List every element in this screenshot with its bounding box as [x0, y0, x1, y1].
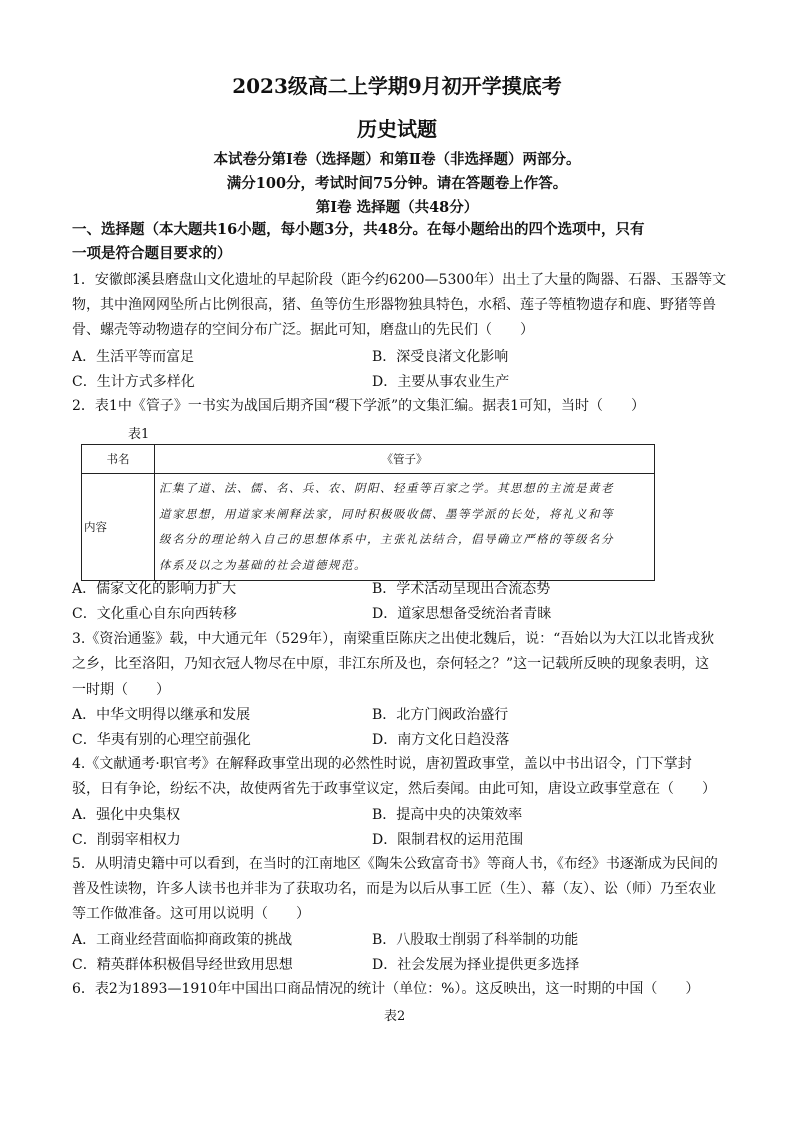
- part-heading-line-1: 一、选择题（本大题共16小题，每小题3分，共48分。在每小题给出的四个选项中，只有: [72, 221, 645, 238]
- subject-title: 历史试题: [357, 117, 437, 141]
- q4-option-d: D．限制君权的运用范围: [372, 832, 524, 848]
- table-cell-content: [155, 474, 655, 581]
- q1-option-b: B．深受良渚文化影响: [372, 349, 509, 365]
- q5-option-c: C．精英群体积极倡导经世致用思想: [72, 957, 293, 973]
- q4-stem-line-1: 4.《文献通考·职官考》在解释政事堂出现的必然性时说，唐初置政事堂，盖以中书出诏令，门下掌封: [72, 756, 692, 772]
- instruction-line-2: 满分100分，考试时间75分钟。请在答题卷上作答。: [226, 175, 568, 192]
- q4-option-b: B．提高中央的决策效率: [372, 807, 523, 823]
- q2-option-d: D．道家思想备受统治者青睐: [372, 606, 552, 622]
- q2-option-c: C．文化重心自东向西转移: [72, 606, 237, 622]
- q6-stem-line-1: 6．表2为1893—1910年中国出口商品情况的统计（单位：%）。这反映出，这一时期的中国（ ）: [72, 981, 700, 997]
- q5-option-b: B．八股取士削弱了科举制的功能: [372, 932, 579, 948]
- table-2-label: 表2: [384, 1009, 406, 1024]
- q2-option-a: A．儒家文化的影响力扩大: [72, 581, 237, 597]
- q3-option-c: C．华夷有别的心理空前强化: [72, 732, 251, 748]
- q3-stem-line-1: 3.《资治通鉴》载，中大通元年（529年），南梁重臣陈庆之出使北魏后，说：“吾始以为大江以北皆戎狄: [72, 631, 715, 647]
- q3-stem-line-2: 之乡，比至洛阳，乃知衣冠人物尽在中原，非江东所及也，奈何轻之？”这一记载所反映的现象表明，这: [72, 656, 710, 672]
- q4-stem-line-2: 驳，日有争论，纷纭不决，故使两省先于政事堂议定，然后奏闻。由此可知，唐设立政事堂意在（ ）: [72, 781, 716, 797]
- q5-option-d: D．社会发展为择业提供更多选择: [372, 957, 580, 973]
- table-1: [81, 444, 655, 581]
- q1-option-d: D．主要从事农业生产: [372, 374, 510, 390]
- q3-option-b: B．北方门阀政治盛行: [372, 707, 509, 723]
- q1-stem-line-2: 物，其中渔网网坠所占比例很高，猪、鱼等仿生形器物独具特色，水稻、莲子等植物遗存和鹿、野猪等兽: [72, 297, 716, 313]
- instruction-line-1: 本试卷分第Ⅰ卷（选择题）和第Ⅱ卷（非选择题）两部分。: [213, 151, 581, 168]
- table-1-label: 表1: [128, 427, 150, 442]
- q3-stem-line-3: 一时期（ ）: [72, 682, 170, 698]
- table-header-name: 书名: [82, 445, 155, 474]
- q5-stem-line-3: 等工作做准备。这可用以说明（ ）: [72, 906, 310, 922]
- exam-title: 2023级高二上学期9月初开学摸底考: [232, 74, 562, 98]
- q3-option-a: A．中华文明得以继承和发展: [72, 707, 251, 723]
- q3-option-d: D．南方文化日趋没落: [372, 732, 510, 748]
- q1-option-a: A．生活平等而富足: [72, 349, 195, 365]
- q1-option-c: C．生计方式多样化: [72, 374, 195, 390]
- q4-option-a: A．强化中央集权: [72, 807, 181, 823]
- table-content-line-2: 道家思想，用道家来阐释法家，同时积极吸收儒、墨等学派的长处，将礼义和等: [159, 506, 614, 521]
- table-row: [82, 445, 655, 474]
- table-content-line-4: 体系及以之为基础的社会道德规范。: [159, 557, 367, 572]
- q5-stem-line-2: 普及性读物，许多人读书也并非为了获取功名，而是为以后从事工匠（生）、幕（友）、讼（师）乃至农业: [72, 881, 716, 897]
- q5-option-a: A．工商业经营面临抑商政策的挑战: [72, 932, 293, 948]
- q1-stem-line-3: 骨、螺壳等动物遗存的空间分布广泛。据此可知，磨盘山的先民们（ ）: [72, 322, 534, 338]
- table-cell-name: 内容: [82, 474, 155, 581]
- table-content-line-1: 汇集了道、法、儒、名、兵、农、阴阳、轻重等百家之学。其思想的主流是黄老: [159, 481, 614, 495]
- section-title: 第Ⅰ卷 选择题（共48分）: [315, 199, 479, 216]
- q4-option-c: C．削弱宰相权力: [72, 832, 181, 848]
- table-content-line-3: 级名分的理论纳入自己的思想体系中，主张礼法结合，倡导确立严格的等级名分: [159, 532, 614, 546]
- part-heading-line-2: 一项是符合题目要求的）: [72, 245, 232, 262]
- q5-stem-line-1: 5．从明清史籍中可以看到，在当时的江南地区《陶朱公致富奇书》等商人书，《布经》书逐渐成为民间的: [72, 856, 718, 872]
- table-header-value: 《管子》: [155, 445, 655, 474]
- table-row: [82, 474, 655, 581]
- q2-option-b: B．学术活动呈现出合流态势: [372, 581, 551, 597]
- q2-stem-line-1: 2．表1中《管子》一书实为战国后期齐国“稷下学派”的文集汇编。据表1可知，当时（ ）: [72, 398, 646, 414]
- q1-stem-line-1: 1．安徽郎溪县磨盘山文化遗址的早起阶段（距今约6200—5300年）出土了大量的陶器、石器、玉器等文: [72, 272, 727, 288]
